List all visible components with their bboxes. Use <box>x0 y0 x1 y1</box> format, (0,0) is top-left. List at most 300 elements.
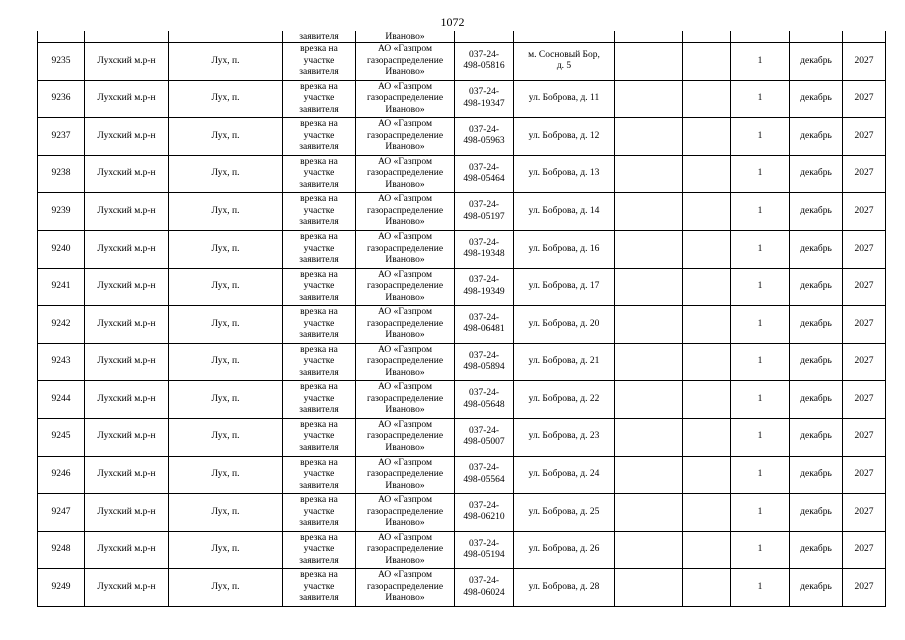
cell-code <box>455 43 514 81</box>
code-line: 498-05564 <box>463 474 505 485</box>
owner-line: Иваново» <box>385 593 425 604</box>
cell-district: Лухский м.р-н <box>85 531 169 569</box>
cell-settlement: Лух, п. <box>169 306 283 344</box>
cell-qty: 1 <box>731 494 790 532</box>
cell-qty: 1 <box>731 306 790 344</box>
cell-year: 2027 <box>843 494 886 532</box>
work-type-line: врезка на <box>300 570 338 581</box>
owner-line: газораспределение <box>366 469 444 480</box>
cell-code <box>455 193 514 231</box>
cell-qty: 1 <box>731 43 790 81</box>
owner-line: газораспределение <box>366 130 444 141</box>
cell-work-type <box>283 306 356 344</box>
work-type-line: заявителя <box>299 405 339 416</box>
owner-line: АО «Газпром <box>377 194 432 205</box>
cell-owner <box>356 230 455 268</box>
cell-address <box>514 230 615 268</box>
cell-owner <box>356 494 455 532</box>
cell-work-type <box>283 381 356 419</box>
owner-line: газораспределение <box>366 318 444 329</box>
work-type-line: врезка на <box>300 495 338 506</box>
cell-blank <box>615 456 683 494</box>
cell-id <box>38 31 85 43</box>
work-type-line: участке <box>303 506 335 517</box>
cell-settlement: Лух, п. <box>169 456 283 494</box>
cell-settlement <box>169 31 283 43</box>
cell-blank <box>683 306 731 344</box>
owner-line: АО «Газпром <box>377 307 432 318</box>
address-line: ул. Боброва, д. 28 <box>528 581 600 592</box>
cell-address <box>514 268 615 306</box>
work-type-line: заявителя <box>299 518 339 529</box>
cell-blank <box>683 343 731 381</box>
work-type-line: заявителя <box>299 292 339 303</box>
work-type-line: участке <box>303 205 335 216</box>
cell-work-type <box>283 80 356 118</box>
cell-month: декабрь <box>790 456 843 494</box>
cell-address <box>514 43 615 81</box>
address-line: д. 5 <box>556 61 572 72</box>
cell-owner <box>356 531 455 569</box>
table-row <box>38 381 886 419</box>
continuation-row <box>38 31 886 43</box>
cell-month: декабрь <box>790 230 843 268</box>
owner-line: газораспределение <box>366 243 444 254</box>
cell-address <box>514 569 615 607</box>
cell-blank <box>615 193 683 231</box>
owner-line: газораспределение <box>366 93 444 104</box>
cell-address <box>514 381 615 419</box>
work-type-line: участке <box>303 130 335 141</box>
cell-year: 2027 <box>843 343 886 381</box>
cell-month: декабрь <box>790 155 843 193</box>
cell-id: 9238 <box>38 155 85 193</box>
address-line: ул. Боброва, д. 22 <box>528 393 600 404</box>
code-line: 498-05194 <box>463 550 505 561</box>
work-type-line: врезка на <box>300 119 338 130</box>
cell-work-type <box>283 268 356 306</box>
cell-owner <box>356 418 455 456</box>
owner-line: Иваново» <box>385 405 425 416</box>
code-line: 037-24- <box>468 124 500 135</box>
cell-blank <box>683 381 731 419</box>
address-line: ул. Боброва, д. 17 <box>528 281 600 292</box>
owner-line: газораспределение <box>366 581 444 592</box>
code-line: 037-24- <box>468 237 500 248</box>
owner-line: Иваново» <box>385 255 425 266</box>
cell-blank <box>615 531 683 569</box>
cell-blank <box>683 268 731 306</box>
cell-year: 2027 <box>843 569 886 607</box>
work-type-line: участке <box>303 93 335 104</box>
cell-settlement: Лух, п. <box>169 494 283 532</box>
cell-work-type <box>283 531 356 569</box>
work-type-line: заявителя <box>299 330 339 341</box>
cell-work-type <box>283 569 356 607</box>
cell-work-type <box>283 193 356 231</box>
cell-blank <box>615 418 683 456</box>
cell-settlement: Лух, п. <box>169 80 283 118</box>
cell-id: 9244 <box>38 381 85 419</box>
code-line: 498-06481 <box>463 324 505 335</box>
cell-qty: 1 <box>731 193 790 231</box>
owner-line: Иваново» <box>385 67 425 78</box>
cell-code <box>455 118 514 156</box>
cell-year: 2027 <box>843 118 886 156</box>
cell-work-type <box>283 230 356 268</box>
work-type-line: заявителя <box>299 555 339 566</box>
work-type-line: врезка на <box>300 156 338 167</box>
owner-line: газораспределение <box>366 431 444 442</box>
address-line: ул. Боброва, д. 16 <box>528 243 600 254</box>
cell-address <box>514 494 615 532</box>
cell-district: Лухский м.р-н <box>85 306 169 344</box>
cell-owner <box>356 155 455 193</box>
work-type-line: участке <box>303 318 335 329</box>
address-line: м. Сосновый Бор, <box>528 49 600 60</box>
cell-blank <box>683 155 731 193</box>
work-type-line: участке <box>303 356 335 367</box>
code-line: 498-05007 <box>463 437 505 448</box>
code-line: 037-24- <box>468 87 500 98</box>
work-type-line: врезка на <box>300 194 338 205</box>
cell-settlement: Лух, п. <box>169 418 283 456</box>
work-type-line: врезка на <box>300 44 338 55</box>
cell-blank <box>683 80 731 118</box>
cell-district: Лухский м.р-н <box>85 268 169 306</box>
owner-line: АО «Газпром <box>377 44 432 55</box>
owner-line: АО «Газпром <box>377 232 432 243</box>
cell-blank <box>683 230 731 268</box>
cell-id: 9242 <box>38 306 85 344</box>
cell-district: Лухский м.р-н <box>85 456 169 494</box>
cell-blank <box>683 31 731 43</box>
cell-qty <box>731 31 790 43</box>
cell-code <box>455 31 514 43</box>
code-line: 498-05816 <box>463 61 505 72</box>
cell-owner <box>356 80 455 118</box>
cell-blank <box>683 494 731 532</box>
cell-settlement: Лух, п. <box>169 193 283 231</box>
cell-year: 2027 <box>843 268 886 306</box>
cell-work-type <box>283 456 356 494</box>
page-number: 1072 <box>440 15 465 29</box>
cell-district: Лухский м.р-н <box>85 418 169 456</box>
cell-code <box>455 155 514 193</box>
cell-work-type <box>283 343 356 381</box>
work-type-line: заявителя <box>299 442 339 453</box>
code-line: 037-24- <box>468 200 500 211</box>
code-line: 498-05648 <box>463 399 505 410</box>
owner-line: Иваново» <box>385 442 425 453</box>
code-line: 498-05963 <box>463 136 505 147</box>
owner-line: Иваново» <box>385 367 425 378</box>
cell-work-type: заявителя <box>283 31 356 43</box>
owner-line: Иваново» <box>385 330 425 341</box>
cell-blank <box>683 43 731 81</box>
cell-settlement: Лух, п. <box>169 43 283 81</box>
cell-blank <box>615 230 683 268</box>
table-row <box>38 306 886 344</box>
cell-id: 9237 <box>38 118 85 156</box>
cell-year: 2027 <box>843 80 886 118</box>
address-line: ул. Боброва, д. 20 <box>528 318 600 329</box>
cell-month: декабрь <box>790 118 843 156</box>
cell-district: Лухский м.р-н <box>85 155 169 193</box>
code-line: 498-05894 <box>463 362 505 373</box>
cell-qty: 1 <box>731 456 790 494</box>
owner-line: Иваново» <box>385 104 425 115</box>
cell-address <box>514 343 615 381</box>
cell-address <box>514 531 615 569</box>
table-row <box>38 43 886 81</box>
owner-line: АО «Газпром <box>377 156 432 167</box>
code-line: 498-05197 <box>463 211 505 222</box>
work-type-line: заявителя <box>299 179 339 190</box>
table-row <box>38 494 886 532</box>
owner-line: АО «Газпром <box>377 495 432 506</box>
code-line: 037-24- <box>468 425 500 436</box>
cell-year: 2027 <box>843 43 886 81</box>
code-line: 037-24- <box>468 350 500 361</box>
owner-line: АО «Газпром <box>377 344 432 355</box>
code-line: 037-24- <box>468 49 500 60</box>
work-type-line: врезка на <box>300 532 338 543</box>
code-line: 498-19347 <box>463 98 505 109</box>
work-type-line: участке <box>303 393 335 404</box>
cell-district: Лухский м.р-н <box>85 494 169 532</box>
work-type-line: участке <box>303 55 335 66</box>
work-type-line: заявителя <box>299 67 339 78</box>
table-row <box>38 343 886 381</box>
cell-id: 9240 <box>38 230 85 268</box>
owner-line: газораспределение <box>366 544 444 555</box>
cell-month: декабрь <box>790 569 843 607</box>
cell-qty: 1 <box>731 230 790 268</box>
work-type-line: врезка на <box>300 419 338 430</box>
table-body <box>38 31 886 606</box>
cell-month <box>790 31 843 43</box>
work-type-line: заявителя <box>299 142 339 153</box>
cell-code <box>455 343 514 381</box>
code-line: 037-24- <box>468 500 500 511</box>
cell-owner <box>356 193 455 231</box>
cell-settlement: Лух, п. <box>169 155 283 193</box>
cell-blank <box>683 456 731 494</box>
cell-code <box>455 569 514 607</box>
code-line: 498-06024 <box>463 587 505 598</box>
cell-year <box>843 31 886 43</box>
cell-owner <box>356 268 455 306</box>
cell-settlement: Лух, п. <box>169 268 283 306</box>
table-row <box>38 456 886 494</box>
cell-code <box>455 494 514 532</box>
cell-owner <box>356 381 455 419</box>
cell-month: декабрь <box>790 531 843 569</box>
work-type-line: врезка на <box>300 232 338 243</box>
work-type-line: участке <box>303 544 335 555</box>
cell-owner <box>356 343 455 381</box>
code-line: 037-24- <box>468 463 500 474</box>
owner-line: Иваново» <box>385 555 425 566</box>
cell-address <box>514 456 615 494</box>
address-line: ул. Боброва, д. 25 <box>528 506 600 517</box>
cell-year: 2027 <box>843 418 886 456</box>
cell-blank <box>615 494 683 532</box>
table-row <box>38 418 886 456</box>
owner-line: Иваново» <box>385 518 425 529</box>
work-type-line: врезка на <box>300 307 338 318</box>
work-type-line: врезка на <box>300 382 338 393</box>
cell-qty: 1 <box>731 343 790 381</box>
cell-qty: 1 <box>731 531 790 569</box>
code-line: 037-24- <box>468 162 500 173</box>
work-type-line: заявителя <box>299 367 339 378</box>
cell-district: Лухский м.р-н <box>85 80 169 118</box>
cell-address <box>514 118 615 156</box>
cell-district <box>85 31 169 43</box>
owner-line: АО «Газпром <box>377 81 432 92</box>
code-line: 037-24- <box>468 538 500 549</box>
address-line: ул. Боброва, д. 26 <box>528 544 600 555</box>
cell-id: 9249 <box>38 569 85 607</box>
cell-blank <box>615 381 683 419</box>
cell-year: 2027 <box>843 306 886 344</box>
address-line: ул. Боброва, д. 21 <box>528 356 600 367</box>
cell-blank <box>615 80 683 118</box>
cell-district: Лухский м.р-н <box>85 569 169 607</box>
code-line: 037-24- <box>468 576 500 587</box>
code-line: 498-19349 <box>463 286 505 297</box>
cell-owner <box>356 118 455 156</box>
owner-line: газораспределение <box>366 356 444 367</box>
code-line: 498-05464 <box>463 174 505 185</box>
cell-blank <box>615 31 683 43</box>
cell-work-type <box>283 118 356 156</box>
cell-address <box>514 31 615 43</box>
cell-district: Лухский м.р-н <box>85 381 169 419</box>
owner-line: Иваново» <box>385 142 425 153</box>
cell-year: 2027 <box>843 456 886 494</box>
work-type-line: заявителя <box>299 255 339 266</box>
cell-work-type <box>283 494 356 532</box>
code-line: 498-19348 <box>463 249 505 260</box>
cell-owner <box>356 43 455 81</box>
table-row <box>38 531 886 569</box>
cell-settlement: Лух, п. <box>169 531 283 569</box>
cell-blank <box>615 306 683 344</box>
cell-blank <box>615 118 683 156</box>
owner-line: АО «Газпром <box>377 382 432 393</box>
cell-id: 9246 <box>38 456 85 494</box>
cell-settlement: Лух, п. <box>169 118 283 156</box>
cell-address <box>514 155 615 193</box>
address-line: ул. Боброва, д. 24 <box>528 469 600 480</box>
work-type-line: врезка на <box>300 81 338 92</box>
cell-owner <box>356 456 455 494</box>
code-line: 037-24- <box>468 388 500 399</box>
cell-qty: 1 <box>731 268 790 306</box>
owner-line: АО «Газпром <box>377 119 432 130</box>
cell-address <box>514 306 615 344</box>
cell-month: декабрь <box>790 43 843 81</box>
cell-code <box>455 80 514 118</box>
owner-line: газораспределение <box>366 205 444 216</box>
cell-settlement: Лух, п. <box>169 343 283 381</box>
owner-line: Иваново» <box>385 217 425 228</box>
owner-line: газораспределение <box>366 281 444 292</box>
cell-id: 9245 <box>38 418 85 456</box>
cell-code <box>455 230 514 268</box>
cell-month: декабрь <box>790 80 843 118</box>
cell-district: Лухский м.р-н <box>85 193 169 231</box>
cell-month: декабрь <box>790 193 843 231</box>
cell-district: Лухский м.р-н <box>85 118 169 156</box>
address-line: ул. Боброва, д. 13 <box>528 168 600 179</box>
cell-month: декабрь <box>790 268 843 306</box>
table-row <box>38 268 886 306</box>
cell-qty: 1 <box>731 418 790 456</box>
table-row <box>38 118 886 156</box>
owner-line: газораспределение <box>366 393 444 404</box>
table-row <box>38 155 886 193</box>
cell-id: 9247 <box>38 494 85 532</box>
cell-code <box>455 456 514 494</box>
owner-line: АО «Газпром <box>377 532 432 543</box>
cell-owner <box>356 306 455 344</box>
owner-line: Иваново» <box>385 480 425 491</box>
owner-line: газораспределение <box>366 506 444 517</box>
code-line: 037-24- <box>468 275 500 286</box>
cell-blank <box>683 118 731 156</box>
cell-qty: 1 <box>731 569 790 607</box>
cell-blank <box>615 343 683 381</box>
owner-line: газораспределение <box>366 168 444 179</box>
cell-code <box>455 268 514 306</box>
cell-blank <box>683 531 731 569</box>
cell-blank <box>615 155 683 193</box>
cell-code <box>455 531 514 569</box>
cell-year: 2027 <box>843 381 886 419</box>
work-type-line: заявителя <box>299 104 339 115</box>
work-type-line: врезка на <box>300 344 338 355</box>
cell-settlement: Лух, п. <box>169 569 283 607</box>
owner-line: газораспределение <box>366 55 444 66</box>
cell-id: 9241 <box>38 268 85 306</box>
code-line: 498-06210 <box>463 512 505 523</box>
work-type-line: врезка на <box>300 269 338 280</box>
owner-line: АО «Газпром <box>377 457 432 468</box>
table-row <box>38 80 886 118</box>
cell-qty: 1 <box>731 155 790 193</box>
cell-id: 9248 <box>38 531 85 569</box>
cell-month: декабрь <box>790 381 843 419</box>
cell-blank <box>683 418 731 456</box>
cell-work-type <box>283 155 356 193</box>
cell-id: 9243 <box>38 343 85 381</box>
cell-address <box>514 418 615 456</box>
cell-settlement: Лух, п. <box>169 230 283 268</box>
cell-month: декабрь <box>790 494 843 532</box>
cell-month: декабрь <box>790 343 843 381</box>
cell-work-type <box>283 43 356 81</box>
work-type-line: участке <box>303 431 335 442</box>
work-type-line: заявителя <box>299 217 339 228</box>
cell-code <box>455 381 514 419</box>
cell-owner: Иваново» <box>356 31 455 43</box>
address-line: ул. Боброва, д. 11 <box>528 93 600 104</box>
owner-line: АО «Газпром <box>377 419 432 430</box>
